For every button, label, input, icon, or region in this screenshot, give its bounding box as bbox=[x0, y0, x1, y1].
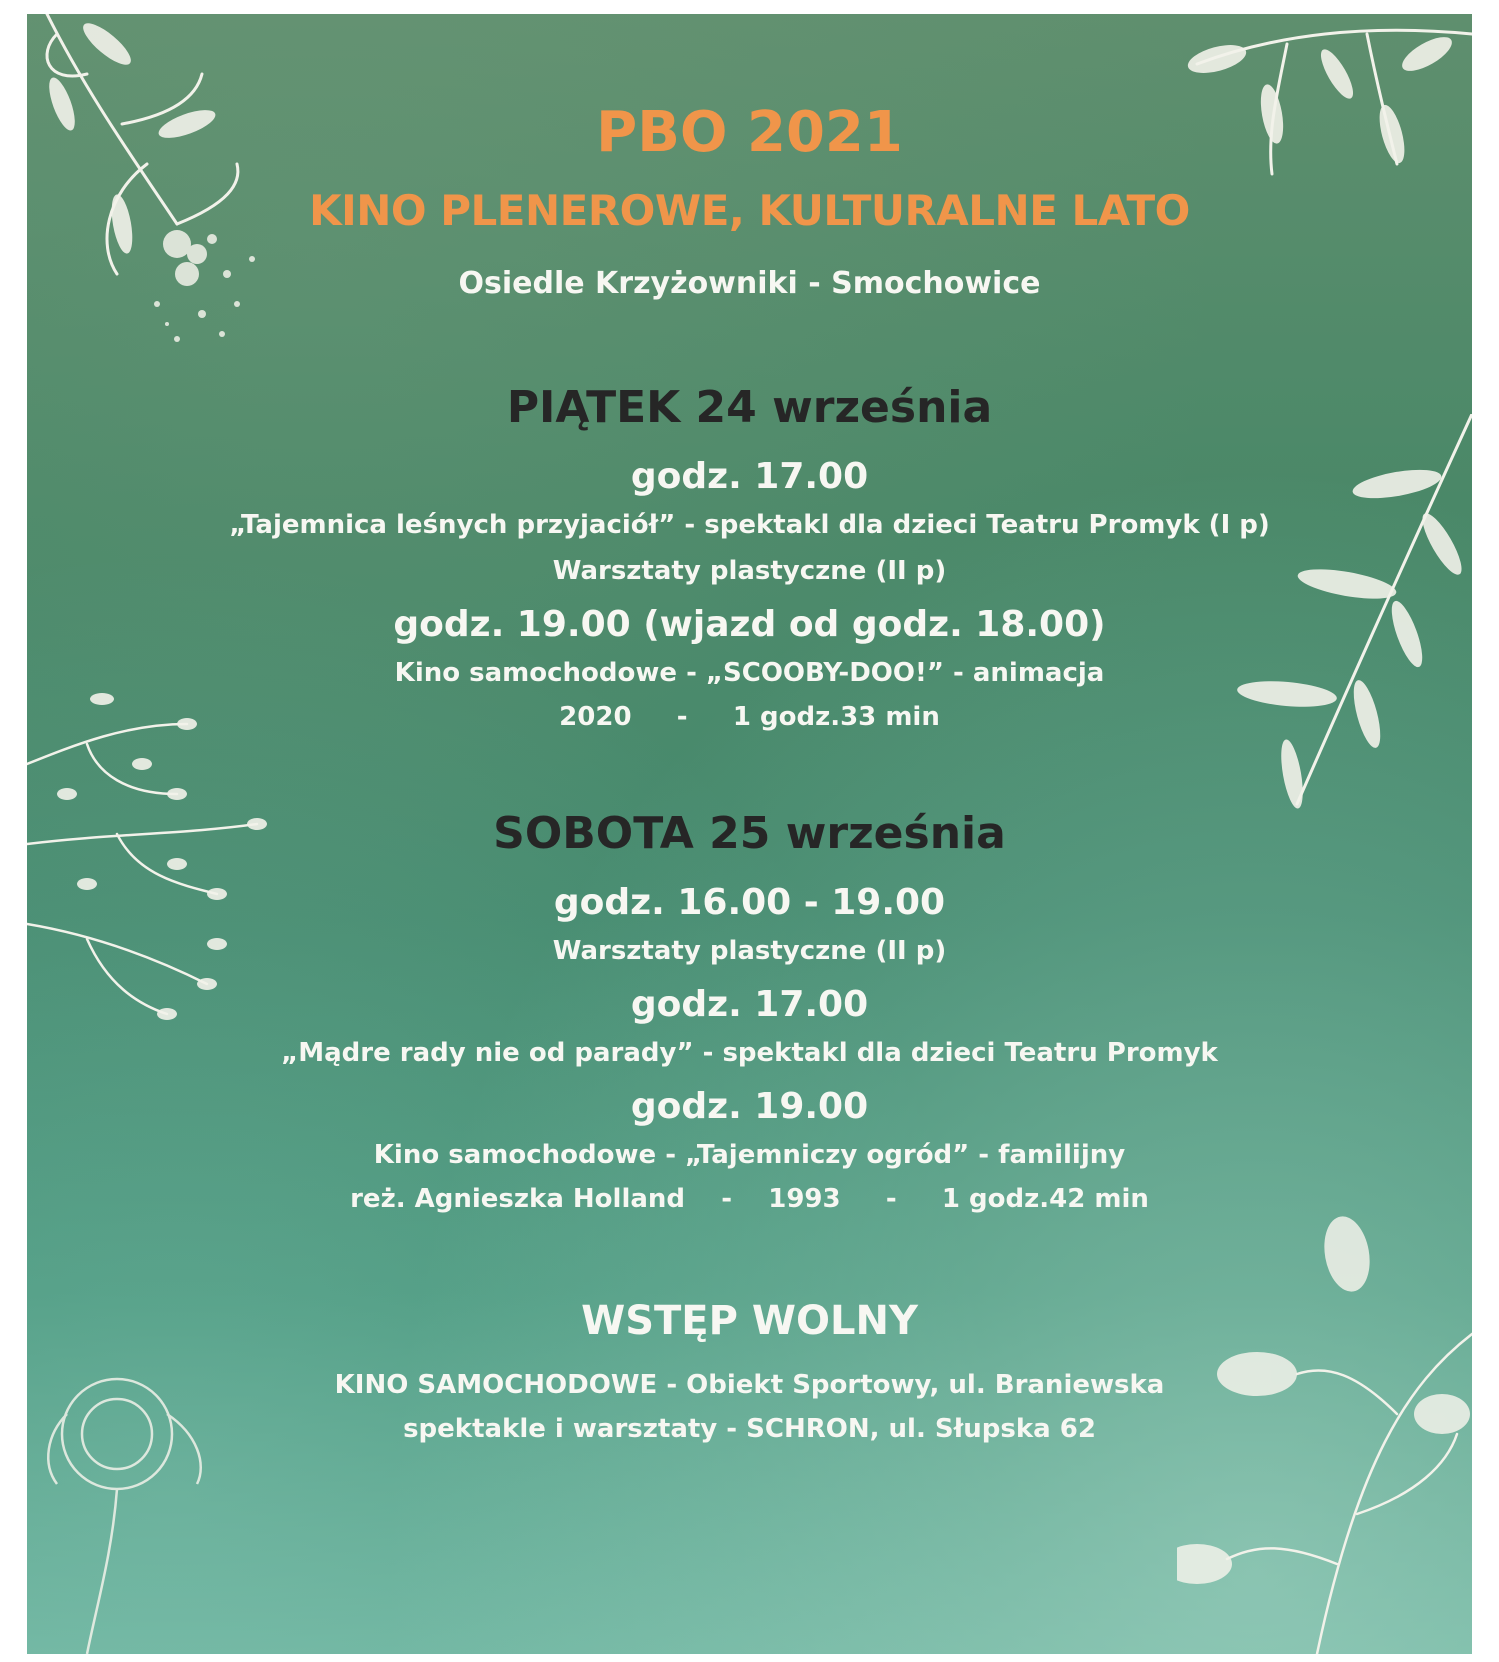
saturday-event-3-meta: reż. Agnieszka Holland - 1993 - 1 godz.42 min bbox=[350, 1184, 1149, 1214]
saturday-time-1: godz. 16.00 - 19.00 bbox=[553, 882, 946, 923]
poster-subtitle: KINO PLENEROWE, KULTURALNE LATO bbox=[309, 186, 1190, 235]
friday-time-2: godz. 19.00 (wjazd od godz. 18.00) bbox=[393, 604, 1106, 645]
friday-heading: PIĄTEK 24 września bbox=[506, 382, 993, 433]
friday-time-1: godz. 17.00 bbox=[630, 456, 869, 497]
saturday-event-2: „Mądre rady nie od parady” - spektakl dla dzieci Teatru Promyk bbox=[281, 1038, 1218, 1068]
poster-title: PBO 2021 bbox=[596, 100, 903, 165]
friday-event-2-meta: 2020 - 1 godz.33 min bbox=[559, 702, 940, 732]
saturday-heading: SOBOTA 25 września bbox=[493, 808, 1006, 859]
free-entry-heading: WSTĘP WOLNY bbox=[581, 1298, 918, 1344]
friday-event-2: Kino samochodowe - „SCOOBY-DOO!” - animacja bbox=[394, 658, 1105, 688]
venue-line-1: KINO SAMOCHODOWE - Obiekt Sportowy, ul. Braniewska bbox=[334, 1370, 1165, 1400]
venue-line-2: spektakle i warsztaty - SCHRON, ul. Słupska 62 bbox=[403, 1414, 1096, 1444]
saturday-time-3: godz. 19.00 bbox=[630, 1086, 869, 1127]
event-poster bbox=[27, 14, 1472, 1654]
location-text: Osiedle Krzyżowniki - Smochowice bbox=[458, 266, 1041, 301]
saturday-time-2: godz. 17.00 bbox=[630, 984, 869, 1025]
friday-event-1: „Tajemnica leśnych przyjaciół” - spektakl dla dzieci Teatru Promyk (I p) bbox=[229, 510, 1270, 540]
saturday-event-3: Kino samochodowe - „Tajemniczy ogród” - familijny bbox=[373, 1140, 1126, 1170]
saturday-event-1: Warsztaty plastyczne (II p) bbox=[552, 936, 947, 966]
friday-event-1b: Warsztaty plastyczne (II p) bbox=[552, 556, 947, 586]
